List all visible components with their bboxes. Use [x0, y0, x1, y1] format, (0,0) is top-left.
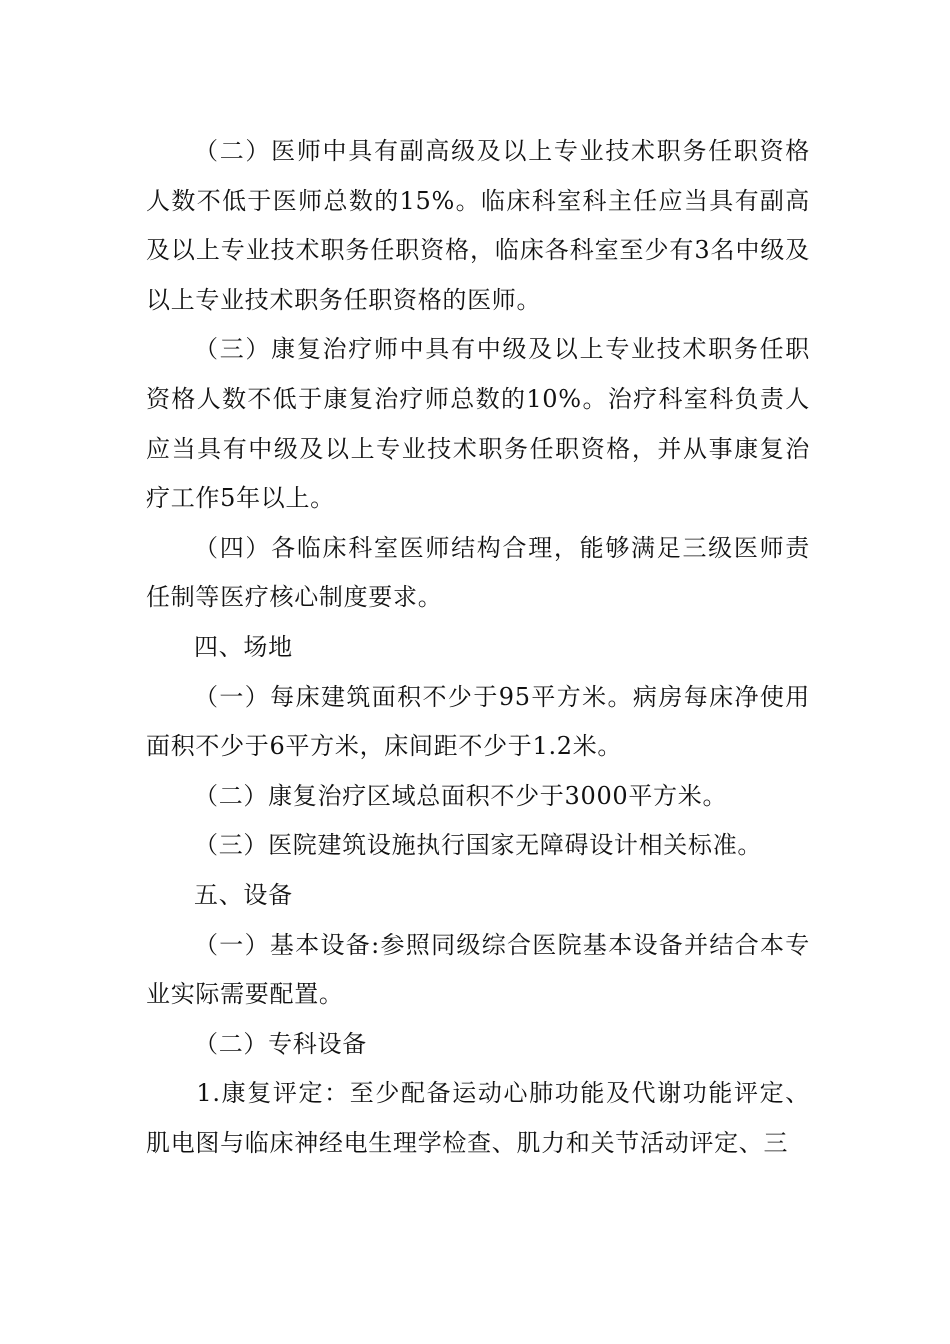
paragraph-basic-equipment: （一）基本设备:参照同级综合医院基本设备并结合本专业实际需要配置。 [146, 930, 810, 1009]
section-heading-equipment: 五、设备 [194, 880, 293, 909]
paragraph-barrier-free: （三）医院建筑设施执行国家无障碍设计相关标准。 [194, 831, 763, 860]
document-body [146, 127, 810, 1168]
paragraph-bed-area: （一）每床建筑面积不少于95平方米。病房每床净使用面积不少于6平方米，床间距不少于1.2米。 [146, 682, 810, 761]
paragraph-rehab-assessment: 1.康复评定：至少配备运动心肺功能及代谢功能评定、肌电图与临床神经电生理学检查、肌力和关节活动评定、三 [146, 1079, 810, 1157]
section-heading-site: 四、场地 [194, 632, 293, 661]
paragraph-specialty-equipment: （二）专科设备 [194, 1029, 367, 1058]
paragraph-physician-structure: （四）各临床科室医师结构合理，能够满足三级医师责任制等医疗核心制度要求。 [146, 533, 810, 612]
paragraph-rehab-area: （二）康复治疗区域总面积不少于3000平方米。 [194, 781, 728, 810]
paragraph-physician-senior-ratio: （二）医师中具有副高级及以上专业技术职务任职资格人数不低于医师总数的15%。临床科室科主任应当具有副高及以上专业技术职务任职资格，临床各科室至少有3名中级及以上专业技术职务任职资格的医师。 [146, 137, 810, 314]
paragraph-therapist-ratio: （三）康复治疗师中具有中级及以上专业技术职务任职资格人数不低于康复治疗师总数的10%。治疗科室科负责人应当具有中级及以上专业技术职务任职资格，并从事康复治疗工作5年以上。 [146, 335, 810, 513]
